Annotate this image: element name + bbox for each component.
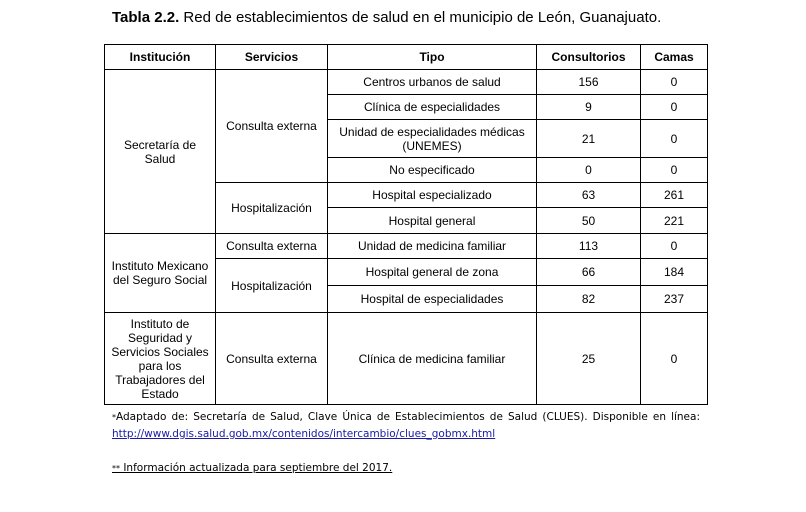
header-institucion: Institución (105, 45, 216, 70)
table-caption (112, 9, 661, 26)
tipo-cell: Clínica de medicina familiar (328, 313, 537, 405)
table-row (105, 70, 708, 95)
institution-cell: Secretaría de Salud (105, 70, 216, 234)
service-cell: Hospitalización (216, 259, 328, 313)
header-consultorios: Consultorios (537, 45, 641, 70)
health-facilities-table (104, 44, 708, 405)
consultorios-cell: 9 (537, 95, 641, 120)
camas-cell: 0 (641, 234, 708, 259)
tipo-cell: Centros urbanos de salud (328, 70, 537, 95)
camas-cell: 237 (641, 286, 708, 313)
tipo-cell: Unidad de medicina familiar (328, 234, 537, 259)
camas-cell: 221 (641, 208, 708, 234)
tipo-cell: Hospital de especialidades (328, 286, 537, 313)
table-notes (112, 409, 700, 477)
camas-cell: 261 (641, 183, 708, 208)
caption-text: Red de establecimientos de salud en el municipio de León, Guanajuato. (179, 9, 662, 26)
camas-cell: 0 (641, 120, 708, 158)
institution-cell: Instituto Mexicano del Seguro Social (105, 234, 216, 313)
tipo-cell: Hospital general (328, 208, 537, 234)
tipo-cell: Unidad de especialidades médicas (UNEMES) (328, 120, 537, 158)
clues-link[interactable]: http://www.dgis.salud.gob.mx/contenidos/intercambio/clues_gobmx.html (112, 428, 496, 440)
source-link-line (112, 426, 700, 443)
header-camas: Camas (641, 45, 708, 70)
camas-cell: 0 (641, 95, 708, 120)
tipo-cell: No especificado (328, 158, 537, 183)
caption-label: Tabla 2.2. (112, 9, 180, 26)
consultorios-cell: 156 (537, 70, 641, 95)
consultorios-cell: 63 (537, 183, 641, 208)
consultorios-cell: 0 (537, 158, 641, 183)
consultorios-cell: 82 (537, 286, 641, 313)
note-spacer (112, 443, 700, 460)
camas-cell: 0 (641, 158, 708, 183)
camas-cell: 0 (641, 313, 708, 405)
camas-cell: 184 (641, 259, 708, 286)
table-row (105, 313, 708, 405)
header-row (105, 45, 708, 70)
update-note (112, 460, 700, 477)
service-cell: Consulta externa (216, 234, 328, 259)
source-note (112, 409, 700, 426)
header-tipo: Tipo (328, 45, 537, 70)
institution-cell: Instituto de Seguridad y Servicios Sociales para los Trabajadores del Estado (105, 313, 216, 405)
consultorios-cell: 21 (537, 120, 641, 158)
consultorios-cell: 50 (537, 208, 641, 234)
tipo-cell: Clínica de especialidades (328, 95, 537, 120)
consultorios-cell: 66 (537, 259, 641, 286)
note2-text: Información actualizada para septiembre del 2017. (120, 462, 393, 474)
table-row (105, 234, 708, 259)
service-cell: Hospitalización (216, 183, 328, 234)
header-servicios: Servicios (216, 45, 328, 70)
consultorios-cell: 25 (537, 313, 641, 405)
note1-text: Adaptado de: Secretaría de Salud, Clave Única de Establecimientos de Salud (CLUES). Disponible en línea: (116, 411, 700, 423)
service-cell: Consulta externa (216, 313, 328, 405)
camas-cell: 0 (641, 70, 708, 95)
tipo-cell: Hospital general de zona (328, 259, 537, 286)
tipo-cell: Hospital especializado (328, 183, 537, 208)
consultorios-cell: 113 (537, 234, 641, 259)
note2-marker: ** (112, 464, 120, 473)
service-cell: Consulta externa (216, 70, 328, 183)
note1-marker: * (112, 413, 116, 422)
